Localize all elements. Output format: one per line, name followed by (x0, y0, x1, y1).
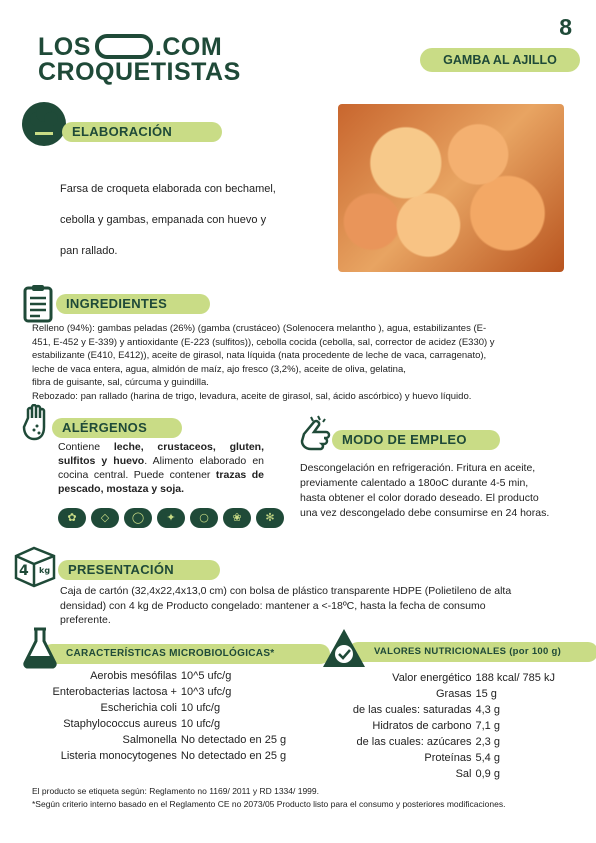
microbiologicas-title: CARACTERÍSTICAS MICROBIOLÓGICAS* (42, 644, 330, 664)
nutri-value: 0,9 g (475, 768, 500, 780)
micro-name: Staphylococcus aureus (63, 718, 177, 730)
table-row (342, 718, 562, 734)
nutricionales-table (342, 670, 562, 782)
alergenos-text-2: . Alimento elaborado (144, 455, 247, 467)
alergenos-text-3: en cocina central. Puede contener (58, 455, 264, 481)
table-row (38, 700, 298, 716)
alergenos-title: ALÉRGENOS (52, 418, 182, 438)
nutri-name: Grasas (436, 688, 472, 700)
nutri-name: Hidratos de carbono (372, 720, 472, 732)
ingredientes-title: INGREDIENTES (56, 294, 210, 314)
nutri-value: 2,3 g (475, 736, 500, 748)
table-row (38, 732, 298, 748)
table-row (342, 670, 562, 686)
milk-icon: ◯ (124, 508, 152, 528)
nutri-value: 7,1 g (475, 720, 500, 732)
ingredientes-line-4: leche de vaca entera, agua, almidón de maíz, ajo fresco (3,2%), aceite de oliva, gelatina, (32, 363, 406, 375)
micro-name: Enterobacterias lactosa + (52, 686, 177, 698)
micro-value: 10^3 ufc/g (180, 686, 232, 698)
modo-empleo-line-2: previamente calentado a 180oC durante 4-5 min, (300, 477, 529, 489)
micro-value: 10^5 ufc/g (180, 670, 232, 682)
micro-value: 10 ufc/g (180, 702, 221, 714)
modo-empleo-line-3: hasta obtener el color dorado deseado. El producto (300, 492, 539, 504)
crustacean-icon: ✿ (58, 508, 86, 528)
table-row (38, 748, 298, 764)
elaboracion-title: ELABORACIÓN (62, 122, 222, 142)
table-row (342, 734, 562, 750)
ingredientes-line-2: 451, E-452 y E-339) y antioxidante (E-223 (sulfitos)), cebolla cocida (cebolla, sal, corrector de acidez (E330) y (32, 336, 495, 348)
micro-name: Listeria monocytogenes (60, 750, 177, 762)
micro-name: Escherichia coli (100, 702, 177, 714)
modo-empleo-line-1: Descongelación en refrigeración. Fritura en aceite, (300, 462, 536, 474)
gluten-icon: ✦ (157, 508, 185, 528)
modo-empleo-text (300, 461, 549, 521)
product-name-tag: GAMBA AL AJILLO (420, 48, 580, 72)
micro-value: 10 ufc/g (180, 718, 221, 730)
flask-icon (20, 626, 60, 670)
modo-empleo-line-4: una vez descongelado debe consumirse en 24 horas. (300, 507, 550, 519)
footer-notes (32, 785, 505, 811)
alergenos-bold-1: leche, crustaceos, gluten, (113, 441, 264, 453)
logo-line1-left: LOS (38, 33, 91, 62)
presentacion-line-1: Caja de cartón (32,4x22,4x13,0 cm) con bolsa de plástico transparente HDPE (Polietileno de alta (60, 585, 512, 597)
alergenos-text (58, 440, 264, 496)
microbiologicas-table (38, 668, 298, 764)
table-row (342, 702, 562, 718)
table-row (342, 686, 562, 702)
fish-icon: ◇ (91, 508, 119, 528)
presentacion-line-3: preferente. (60, 614, 111, 626)
box-label-4: 4 (19, 563, 29, 579)
page-number: 8 (559, 14, 572, 40)
ingredientes-line-1: Relleno (94%): gambas peladas (26%) (gamba (crustáceo) (Solenocera melantho ), agua, estabilizantes (E- (32, 323, 487, 334)
presentacion-title: PRESENTACIÓN (58, 560, 220, 580)
alergenos-text-1: Contiene (58, 441, 114, 453)
logo-line1-right: .COM (154, 33, 223, 62)
nutri-value: 4,3 g (475, 704, 500, 716)
micro-value: No detectado en 25 g (180, 734, 287, 746)
nutri-name: Proteínas (424, 752, 472, 764)
elaboracion-line-2: cebolla y gambas, empanada con huevo y (60, 214, 267, 226)
nutri-name: Sal (455, 768, 472, 780)
table-row (38, 716, 298, 732)
elaboracion-line-3: pan rallado. (60, 245, 118, 257)
micro-name: Aerobis mesófilas (90, 670, 177, 682)
alergenos-bold-3: trazas de pescado, mostaza y soja. (58, 469, 265, 495)
ingredientes-line-6: Rebozado: pan rallado (harina de trigo, levadura, aceite de girasol, sal, ácido ascórbico) y huevo líquido. (32, 390, 472, 402)
nutri-value: 188 kcal/ 785 kJ (475, 672, 555, 684)
micro-name: Salmonella (122, 734, 177, 746)
clipboard-icon (22, 284, 56, 324)
allergen-icons-row (58, 508, 284, 528)
micro-value: No detectado en 25 g (180, 750, 287, 762)
brand-logo (38, 33, 241, 86)
nutri-value: 15 g (475, 688, 497, 700)
nutri-value: 5,4 g (475, 752, 500, 764)
ingredientes-text (32, 322, 495, 404)
nutri-name: de las cuales: azúcares (356, 736, 472, 748)
product-photo (338, 104, 564, 272)
logo-line2: CROQUETISTAS (38, 58, 241, 86)
presentacion-text (60, 584, 568, 628)
logo-pill-shape (95, 34, 153, 59)
footer-line-2: *Según criterio interno basado en el Reglamento CE no 2073/05 Producto listo para el consumo y posteriores modificaciones. (32, 799, 506, 809)
table-row (38, 684, 298, 700)
elaboracion-line-1: Farsa de croqueta elaborada con bechamel, (60, 183, 276, 195)
hand-icon (22, 404, 54, 444)
egg-icon: ○ (190, 508, 218, 528)
nutri-name: Valor energético (392, 672, 472, 684)
box-label-kg: kg (39, 566, 51, 575)
nutri-name: de las cuales: saturadas (352, 704, 472, 716)
table-row (38, 668, 298, 684)
soy-icon: ✻ (256, 508, 284, 528)
elaboracion-text (60, 174, 276, 267)
footer-line-1: El producto se etiqueta según: Reglamento no 1169/ 2011 y RD 1334/ 1999. (32, 786, 319, 796)
presentacion-line-2: densidad) con 4 kg de Producto congelado: mantener a <-18ºC, hasta la fecha de consumo (60, 599, 486, 612)
mustard-icon: ❀ (223, 508, 251, 528)
modo-empleo-title: MODO DE EMPLEO (332, 430, 500, 450)
table-row (342, 766, 562, 782)
ingredientes-line-5: fibra de guisante, sal, cúrcuma y guindilla. (32, 377, 209, 389)
ingredientes-line-3: estabilizante (E410, E412)), aceite de girasol, nata líquida (nata procedente de leche de vaca, carragenato), (32, 350, 487, 362)
table-row (342, 750, 562, 766)
pointing-hand-icon (298, 414, 334, 454)
chef-hat-icon (22, 102, 66, 146)
alergenos-bold-2: sulfitos y huevo (58, 455, 145, 467)
nutricionales-title: VALORES NUTRICIONALES (por 100 g) (348, 642, 596, 662)
pyramid-check-icon (320, 626, 368, 670)
